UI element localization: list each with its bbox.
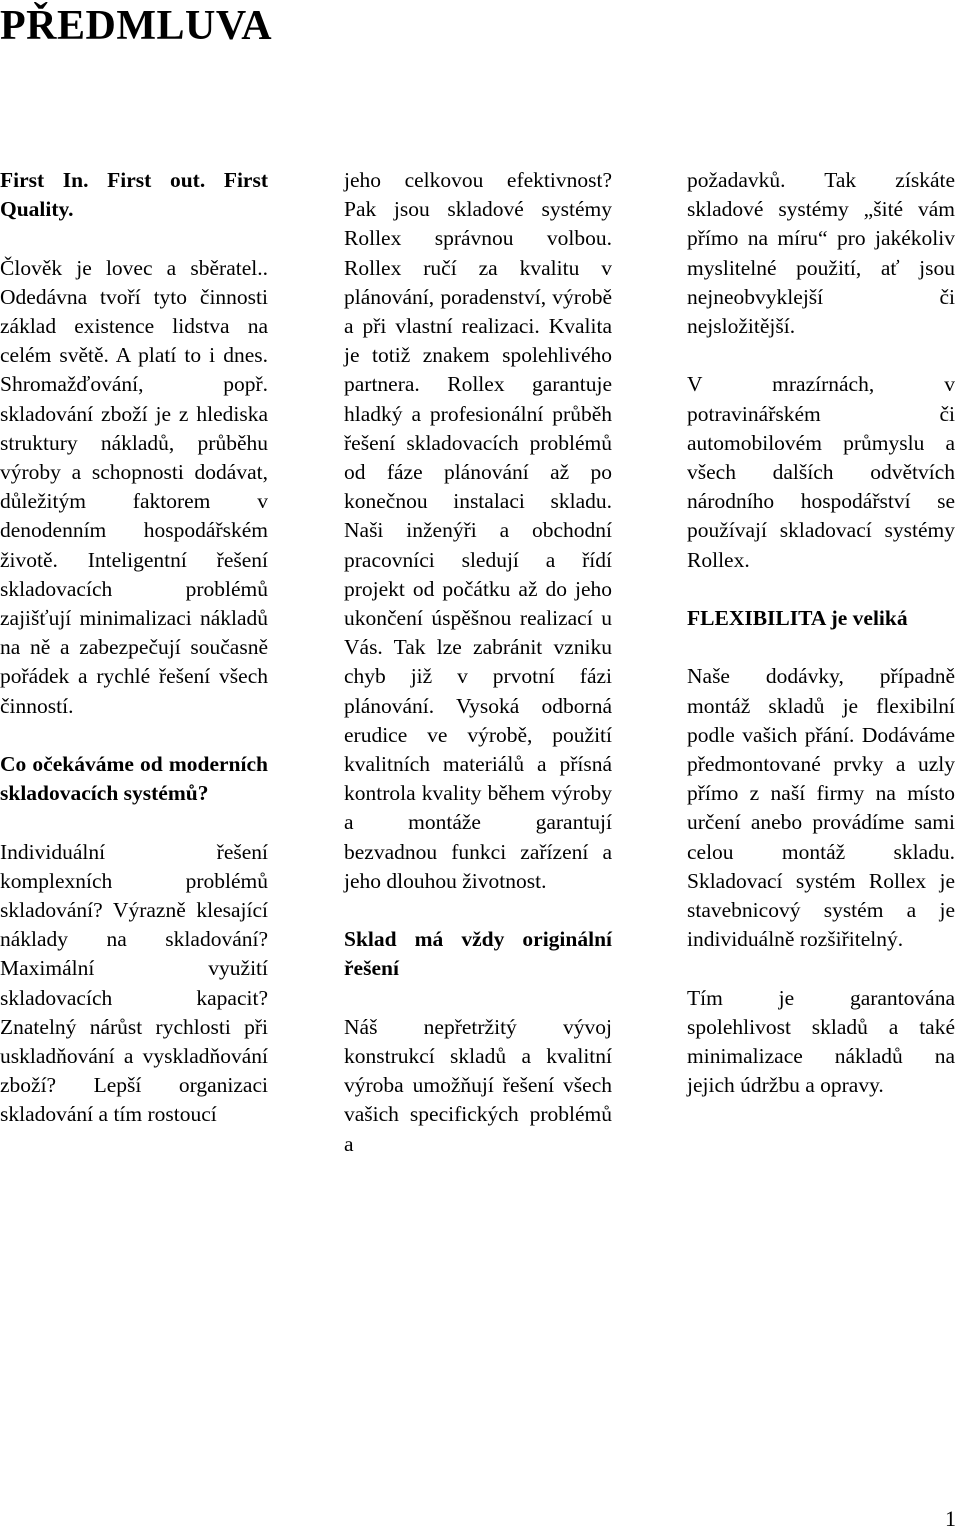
paragraph-intro: Člověk je lovec a sběratel.. Odedávna tvoří tyto činnosti základ existence lidstva na celém světě. A platí to i dnes. Shromažďování, popř. skladování zboží je z hlediska struktury nákladů, průběhu výroby a schopnosti dodávat, důležitým faktorem v denodenním hospodářském životě. Inteligentní řešení skladovacích problémů zajišťují minimalizaci nákladů na ně a zabezpečují současně pořádek a rychlé řešení všech činností. [0, 255, 268, 718]
paragraph-industries: V mrazírnách, v potravinářském či automobilovém průmyslu a všech dalších odvětvích národního hospodářství se používají skladovací systémy Rollex. [687, 372, 955, 572]
page-number: 1 [945, 1506, 956, 1531]
heading-flexibility: FLEXIBILITA je veliká [687, 606, 908, 631]
paragraph-requirements: požadavků. Tak získáte skladové systémy „šité vám přímo na míru“ pro jakékoliv myslitelné použití, ať jsou nejneobvyklejší či nejsložitější. [687, 168, 955, 339]
paragraph-questions: Individuální řešení komplexních problémů skladování? Výrazně klesající náklady na skladování? Maximální využití skladovacích kapacit? Znatelný nárůst rychlosti při uskladňování a vyskladňování zboží? Lepší organizaci skladování a tím rostoucí [0, 839, 268, 1127]
heading-original-solution: Sklad má vždy originální řešení [344, 927, 612, 981]
paragraph-development: Náš nepřetržitý vývoj konstrukcí skladů a kvalitní výroba umožňují řešení všech vašich specifických problémů a [344, 1014, 612, 1156]
paragraph-quality: jeho celkovou efektivnost? Pak jsou skladové systémy Rollex správnou volbou. Rollex ručí za kvalitu v plánování, poradenství, výrobě a při vlastní realizaci. Kvalita je totiž znakem spolehlivého partnera. Rollex garantuje hladký a profesionální průběh řešení skladovacích problémů od fáze plánování až po konečnou instalaci skladu. Naši inženýři a obchodní pracovníci sledují a řídí projekt od počátku až do jeho ukončení úspěšnou realizací u Vás. Tak lze zabránit vzniku chyb již v prvotní fázi plánování. Vysoká odborná erudice ve výrobě, použití kvalitních materiálů a přísná kontrola kvality během výroby a montáže garantují bezvadnou funkci zařízení a jeho dlouhou životnost. [344, 168, 612, 893]
paragraph-reliability: Tím je garantována spolehlivost skladů a také minimalizace nákladů na jejich údržbu a opravy. [687, 985, 955, 1098]
text-column-1 [0, 166, 268, 1130]
text-column-2 [344, 166, 612, 1159]
paragraph-deliveries: Naše dodávky, případně montáž skladů je flexibilní podle vašich přání. Dodáváme předmontované prvky a uzly přímo z naší firmy na místo určení anebo provádíme sami celou montáž skladu. Skladovací systém Rollex je stavebnicový systém a je individuálně rozšiřitelný. [687, 664, 955, 952]
heading-expectations: Co očekáváme od moderních skladovacích systémů? [0, 752, 268, 806]
page-title: PŘEDMLUVA [0, 3, 273, 49]
heading-first-in: First In. First out. First Quality. [0, 168, 268, 222]
text-column-3 [687, 166, 955, 1100]
